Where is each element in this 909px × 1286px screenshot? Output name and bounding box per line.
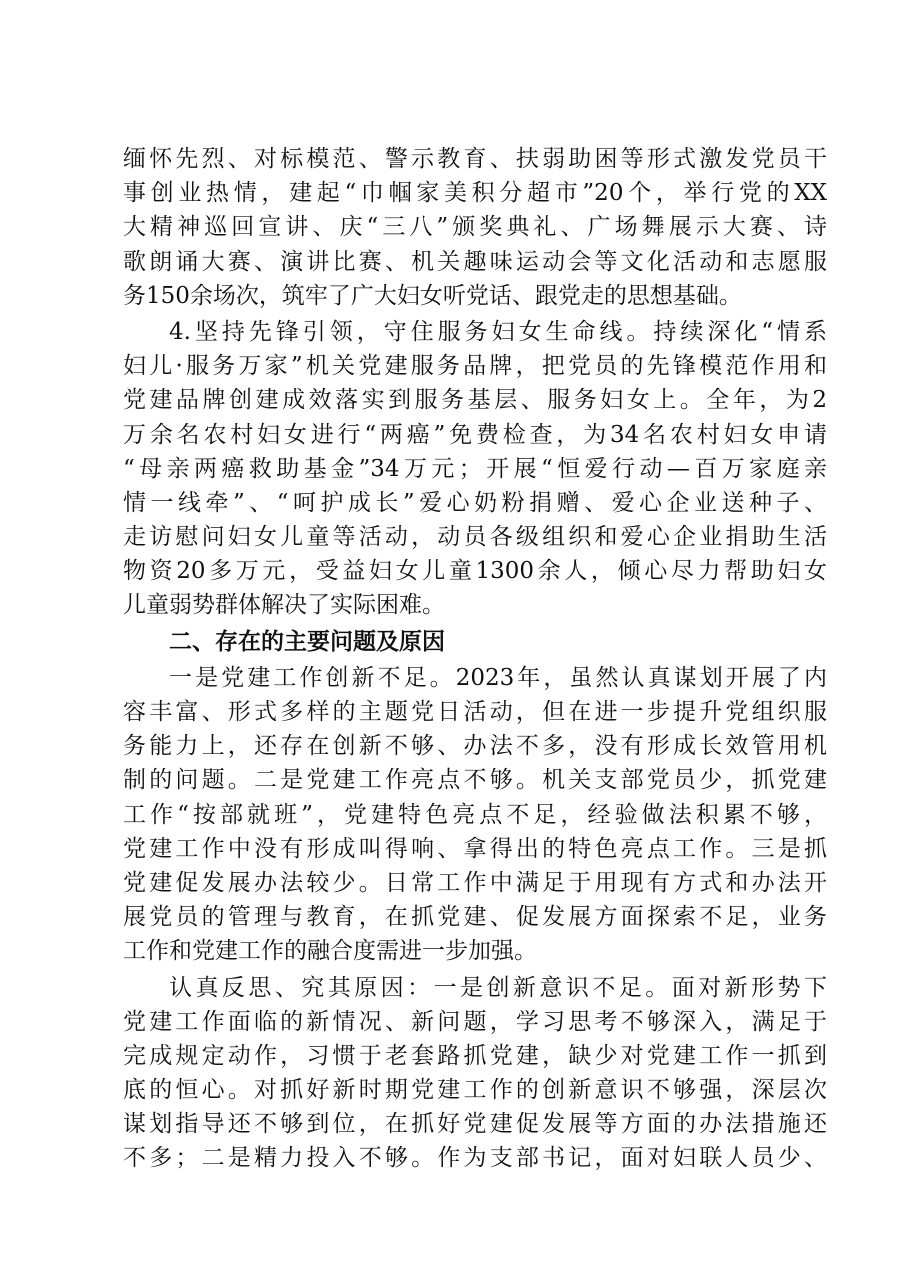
section-heading: 二、存在的主要问题及原因 bbox=[169, 628, 445, 655]
text-line: 党建工作面临的新情况、新问题，学习思考不够深入，满足于 bbox=[123, 1008, 827, 1035]
text-line: 务150余场次，筑牢了广大妇女听党话、跟党走的思想基础。 bbox=[123, 282, 742, 309]
text-line: 党建工作中没有形成叫得响、拿得出的特色亮点工作。三是抓 bbox=[123, 835, 827, 862]
text-line: 党建促发展办法较少。日常工作中满足于用现有方式和办法开 bbox=[123, 869, 827, 896]
text-line: 党建品牌创建成效落实到服务基层、服务妇女上。全年，为2 bbox=[123, 387, 827, 414]
text-line: 歌朗诵大赛、演讲比赛、机关趣味运动会等文化活动和志愿服 bbox=[123, 248, 827, 275]
text-line: 工作“按部就班”，党建特色亮点不足，经验做法积累不够， bbox=[123, 801, 827, 828]
text-line: 工作和党建工作的融合度需进一步加强。 bbox=[123, 938, 537, 965]
text-line: 完成规定动作，习惯于老套路抓党建，缺少对党建工作一抓到 bbox=[123, 1042, 827, 1069]
text-line: “母亲两癌救助基金”34万元；开展“恒爱行动—百万家庭亲 bbox=[123, 455, 827, 482]
paragraph-causes bbox=[123, 971, 827, 1176]
text-line: 认真反思、究其原因：一是创新意识不足。面对新形势下 bbox=[169, 974, 827, 1001]
text-line: 物资20多万元，受益妇女儿童1300余人，倾心尽力帮助妇女 bbox=[123, 558, 827, 585]
text-line: 一是党建工作创新不足。2023年，虽然认真谋划开展了内 bbox=[169, 664, 827, 691]
text-line: 万余名农村妇女进行“两癌”免费检查，为34名农村妇女申请 bbox=[123, 421, 827, 448]
text-line: 谋划指导还不够到位，在抓好党建促发展等方面的办法措施还 bbox=[123, 1111, 827, 1138]
paragraph-continued bbox=[123, 142, 827, 313]
text-line: 展党员的管理与教育，在抓党建、促发展方面探索不足，业务 bbox=[123, 904, 827, 931]
text-line: 儿童弱势群体解决了实际困难。 bbox=[123, 592, 445, 619]
document-page bbox=[123, 142, 827, 1178]
text-line: 制的问题。二是党建工作亮点不够。机关支部党员少，抓党建 bbox=[123, 767, 827, 794]
text-line: 不多；二是精力投入不够。作为支部书记，面对妇联人员少、 bbox=[123, 1145, 827, 1172]
text-line: 走访慰问妇女儿童等活动，动员各级组织和爱心企业捐助生活 bbox=[123, 524, 827, 551]
text-line: 缅怀先烈、对标模范、警示教育、扶弱助困等形式激发党员干 bbox=[123, 146, 827, 172]
paragraph-problems bbox=[123, 661, 827, 969]
text-line: 容丰富、形式多样的主题党日活动，但在进一步提升党组织服 bbox=[123, 699, 827, 725]
text-line: 大精神巡回宣讲、庆“三八”颁奖典礼、广场舞展示大赛、诗 bbox=[123, 214, 827, 241]
text-line: 事创业热情，建起“巾帼家美积分超市”20个，举行党的XX bbox=[123, 180, 827, 207]
text-line: 4.坚持先锋引领，守住服务妇女生命线。持续深化“情系 bbox=[169, 318, 827, 345]
text-line: 妇儿·服务万家”机关党建服务品牌，把党员的先锋模范作用和 bbox=[123, 353, 827, 380]
text-line: 务能力上，还存在创新不够、办法不多，没有形成长效管用机 bbox=[123, 733, 827, 760]
text-line: 底的恒心。对抓好新时期党建工作的创新意识不够强，深层次 bbox=[123, 1077, 827, 1104]
text-line: 情一线牵”、“呵护成长”爱心奶粉捐赠、爱心企业送种子、 bbox=[123, 489, 827, 516]
paragraph-item-4 bbox=[123, 315, 827, 623]
